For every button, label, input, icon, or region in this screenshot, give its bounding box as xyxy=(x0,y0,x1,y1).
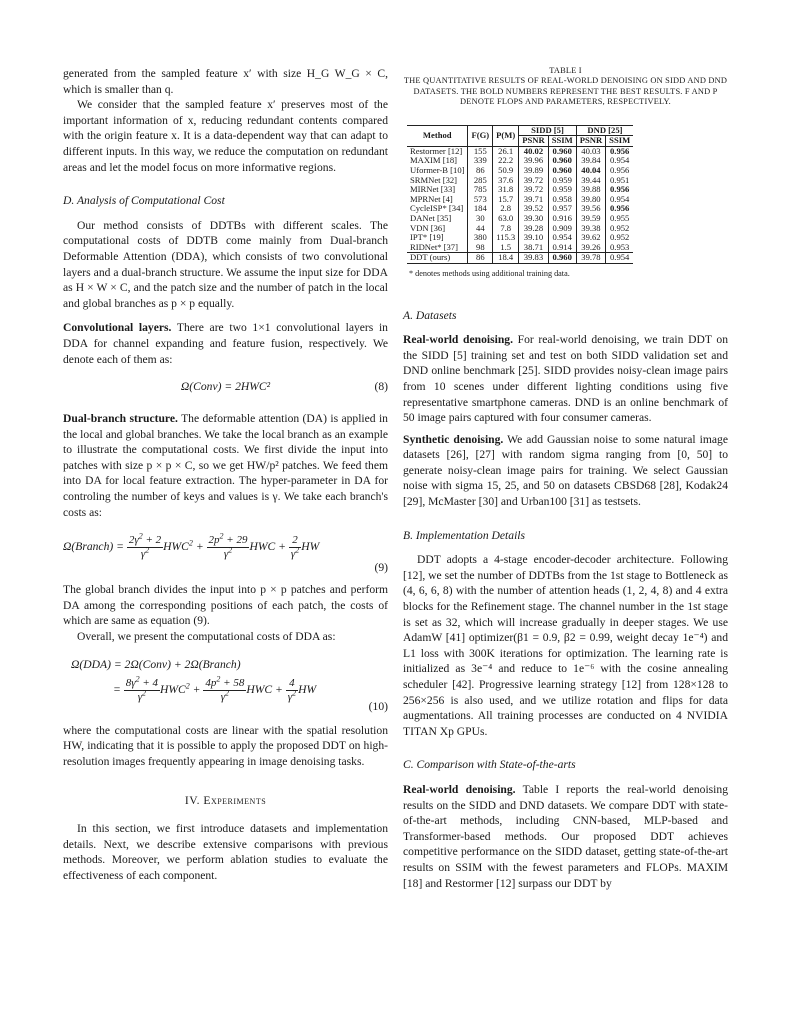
column-header: F(G) xyxy=(468,125,493,146)
column-header: SIDD [5] xyxy=(519,125,576,136)
paragraph: Overall, we present the computational costs of DDA as: xyxy=(77,630,336,644)
equation-9: Ω(Branch) = $\frac{2\gamma^2 + 2}{\gamma^2}$ $HWC^2$ + $\frac{2p^2 + 29}{\gamma^2}$ HWC + $\frac{2}{\gamma^2}$ HW (9) xyxy=(63,531,388,575)
table-row: MAXIM [18] 339 22.2 39.96 0.960 39.84 0.954 xyxy=(407,156,633,166)
table-row: MIRNet [33] 785 31.8 39.72 0.959 39.88 0.956 xyxy=(407,185,633,195)
chapter-heading: IV. Experiments xyxy=(184,794,267,808)
equation-number: (10) xyxy=(368,699,388,713)
table-row-ours: DDT (ours) 86 18.4 39.83 0.960 39.78 0.954 xyxy=(407,253,633,264)
column-header: SSIM xyxy=(606,136,634,147)
paragraph-text: Table I reports the real-world denoising results on the SIDD and DND datasets. We compare DDT with state-of-the-art methods, including CNN-based, MLP-based and Transformer-based methods. Our proposed DDT achieves competitive performance on the SIDD dataset, getting state-of-the-art results on SSIM with the fewest parameters and FLOPs. MAXIM [18] and Restormer [12] surpass our DDT by xyxy=(403,782,728,890)
column-header: PSNR xyxy=(576,136,605,147)
paragraph: where the computational costs are linear with the spatial resolution HW, indicating that it is possible to apply the proposed DDT on high-resolution images frequently appearing in image denoising tasks. xyxy=(63,723,388,768)
left-column xyxy=(63,66,388,883)
table-caption: THE QUANTITATIVE RESULTS OF REAL-WORLD DENOISING ON SIDD AND DND DATASETS. THE BOLD NUMBERS REPRESENT THE BEST RESULTS. F AND P DENOTE FLOPS AND PARAMETERS, RESPECTIVELY. xyxy=(403,76,728,107)
paragraph: We consider that the sampled feature x′ preserves most of the important information of x, reducing redundant contents compared with the origin feature x. It is a data-dependent way that can adapt to different inputs. In this way, we reduce the computation on redundant areas and let the model focus on more informative regions. xyxy=(63,98,388,174)
paragraph: generated from the sampled feature x′ with size H_G W_G × C, which is smaller than q. xyxy=(63,67,388,96)
table-body xyxy=(407,146,633,263)
equation-lhs: Ω(Branch) = xyxy=(63,540,124,554)
equation-number: (8) xyxy=(374,380,388,394)
table-row: RIDNet* [37] 98 1.5 38.71 0.914 39.26 0.953 xyxy=(407,243,633,253)
results-table xyxy=(407,125,633,264)
table-row: DANet [35] 30 63.0 39.30 0.916 39.59 0.955 xyxy=(407,214,633,224)
paragraph-text: For real-world denoising, we train DDT on the SIDD [5] training set and test on both SIDD validation set and DND online benchmark [25]. SIDD provides noisy-clean image pairs from 10 scenes under different lighting conditions using five representative smartphone cameras. DND is an online benchmark of 50 image pairs captured with four consumer cameras. xyxy=(403,333,728,425)
table-row: MPRNet [4] 573 15.7 39.71 0.958 39.80 0.954 xyxy=(407,195,633,205)
section-heading: D. Analysis of Computational Cost xyxy=(63,194,225,208)
section-heading: C. Comparison with State-of-the-arts xyxy=(403,758,576,772)
paragraph: The global branch divides the input into p × p patches and perform DA among the corresponding positions of each patch, the costs of which are same as equation (9). xyxy=(63,583,388,628)
table-row: Uformer-B [10] 86 50.9 39.89 0.960 40.04 0.956 xyxy=(407,166,633,176)
column-header: PSNR xyxy=(519,136,548,147)
column-header: SSIM xyxy=(548,136,576,147)
column-header: P(M) xyxy=(493,125,519,146)
run-in-heading: Real-world denoising. xyxy=(403,782,516,796)
run-in-heading: Real-world denoising. xyxy=(403,333,513,347)
column-header: DND [25] xyxy=(576,125,633,136)
table-label: TABLE I xyxy=(549,66,582,75)
paragraph: Our method consists of DDTBs with different scales. The computational costs of DDTB come mainly from Dual-branch Deformable Attention (DDA), which consists of two convolutional layers and a dual-branch structure. We assume the input size for DDA as H × W × C, and the patch size and the number of patch in the local and global branches as p × p equally. xyxy=(63,218,388,310)
section-heading: B. Implementation Details xyxy=(403,528,526,542)
right-column xyxy=(403,66,728,891)
equation-body: Ω(Conv) = 2HWC² xyxy=(180,380,271,394)
table-row: VDN [36] 44 7.8 39.28 0.909 39.38 0.952 xyxy=(407,224,633,234)
paragraph: In this section, we first introduce datasets and implementation details. Next, we describe extensive comparisons with previous methods. Moreover, we perform ablation studies to evaluate the effectiveness of each component. xyxy=(63,822,388,882)
column-header: Method xyxy=(407,125,468,146)
table-row: IPT* [19] 380 115.3 39.10 0.954 39.62 0.952 xyxy=(407,233,633,243)
paragraph-text: There are two 1×1 convolutional layers in DDA for channel expanding and feature fusion, respectively. We denote each of them as: xyxy=(63,321,388,366)
section-heading: A. Datasets xyxy=(403,308,457,322)
paragraph: DDT adopts a 4-stage encoder-decoder architecture. Following [12], we set the number of DDTBs from the 1st stage to Bottleneck as (4, 6, 6, 8) with the number of attention heads (1, 2, 4, 8) and 4 extra blocks for the Refinement stage. The channel number in the 1st stage is set as 32, which will increase gradually in deeper stages. We use AdamW [41] optimizer(β1 = 0.9, β2 = 0.99, weight decay 1e⁻⁴) and L1 loss with 300K iterations for optimization. The learning rate is initialized as 3e⁻⁴ and reduce to 1e⁻⁶ with the cosine annealing scheduler [42]. Progressive learning strategy [12] from 128×128 to 256×256 is also used, and we utilize rotation and flips for data augmentations. All training processes are conducted on 4 NVIDIA TITAN Xp GPUs. xyxy=(403,553,728,738)
paragraph-text: We add Gaussian noise to some natural image datasets [26], [27] with random sigma ranging from [0, 50] to generate noisy-clean image pairs for training. We select Gaussian noise with sigma 15, 25, and 50 on datasets CBSD68 [28], Kodak24 [29], McMaster [30] and Urban100 [31] as testsets. xyxy=(403,432,728,509)
paragraph-text: The deformable attention (DA) is applied in the local and global branches. We take the local branch as an example to illustrate the computational costs. We first divide the input into patches with size p × p × C, so we get HW/p² patches. We feed them into DA for local feature extraction. The hyper-parameter in DA for controling the number of keys and values is γ. We take each branch's costs as: xyxy=(63,412,388,519)
run-in-heading: Convolutional layers. xyxy=(63,321,172,335)
equation-8 xyxy=(63,375,388,403)
equation-line: Ω(DDA) = 2Ω(Conv) + 2Ω(Branch) xyxy=(71,657,241,671)
table-row: Restormer [12] 155 26.1 40.02 0.960 40.03 0.956 xyxy=(407,146,633,156)
table-note: * denotes methods using additional training data. xyxy=(409,268,570,278)
table-row: SRMNet [32] 285 37.6 39.72 0.959 39.44 0.951 xyxy=(407,176,633,186)
table-row: CycleISP* [34] 184 2.8 39.52 0.957 39.56 0.956 xyxy=(407,204,633,214)
run-in-heading: Synthetic denoising. xyxy=(403,432,504,446)
equation-10: Ω(DDA) = 2Ω(Conv) + 2Ω(Branch) = $\frac{8\gamma^2 + 4}{\gamma^2}$ $HWC^2$ + $\frac{4p^2 + 58}{\gamma^2}$ HWC + $\frac{4}{\gamma^2}$ HW (10) xyxy=(71,657,388,713)
equation-number: (9) xyxy=(374,561,388,575)
run-in-heading: Dual-branch structure. xyxy=(63,412,178,426)
